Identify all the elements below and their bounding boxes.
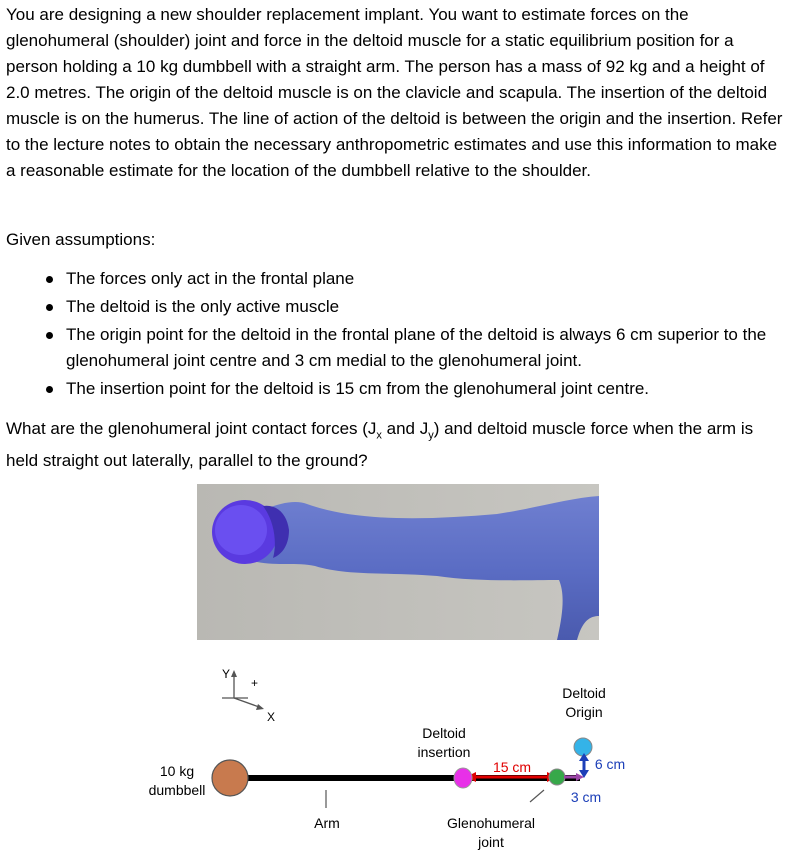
axis-y-label: Y [222,667,231,681]
joint-pointer-line [530,790,544,802]
arm-photo [197,484,599,640]
deltoid-insertion-point [454,768,472,788]
given-assumptions-heading: Given assumptions: [6,230,156,249]
assumption-item: The forces only act in the frontal plane [42,266,787,292]
distance-15cm-label: 15 cm [492,759,532,775]
glenohumeral-joint-point [549,769,565,785]
question-text: What are the glenohumeral joint contact forces ($J_x$ and $J_y$) and deltoid muscle force when the arm is held straight out laterally, parallel to the ground? [6,419,754,471]
problem-statement: You are designing a new shoulder replacement implant. You want to estimate forces on the glenohumeral (shoulder) joint and force in the deltoid muscle for a static equilibrium position for a person holding a 10 kg dumbbell with a straight arm. The person has a mass of 92 kg and a height of 2.0 metres. The origin of the deltoid muscle is on the clavicle and scapula. The insertion of the deltoid muscle is on the humerus. The line of action of the deltoid is between the origin and the insertion. Refer to the lecture notes to obtain the necessary anthropometric estimates and use this information to make a reasonable estimate for the location of the dumbbell relative to the shoulder. [6,5,783,180]
glenohumeral-joint-label: Glenohumeral joint [447,815,535,850]
axis-x-label: X [267,710,276,724]
dumbbell-mass [212,760,248,796]
deltoid-origin-point [574,738,592,756]
assumption-item: The origin point for the deltoid in the frontal plane of the deltoid is always 6 cm superior to the glenohumeral joint centre and 3 cm medial to the glenohumeral joint. [42,322,787,374]
free-body-diagram [0,650,791,856]
arm-label: Arm [314,815,340,831]
x-arrow-head [256,704,264,710]
assumption-item: The deltoid is the only active muscle [42,294,787,320]
dumbbell-label: 10 kg dumbbell [148,763,206,798]
deltoid-insertion-label: Deltoid insertion [417,725,471,760]
axis-plus-label: + [251,676,259,690]
assumptions-list [42,266,787,404]
distance-3cm-label: 3 cm [570,789,602,805]
assumption-item: The insertion point for the deltoid is 15 cm from the glenohumeral joint centre. [42,376,787,402]
deltoid-origin-label: Deltoid Origin [562,685,606,720]
y-arrow-head [231,670,237,677]
distance-6cm-label: 6 cm [594,756,626,772]
